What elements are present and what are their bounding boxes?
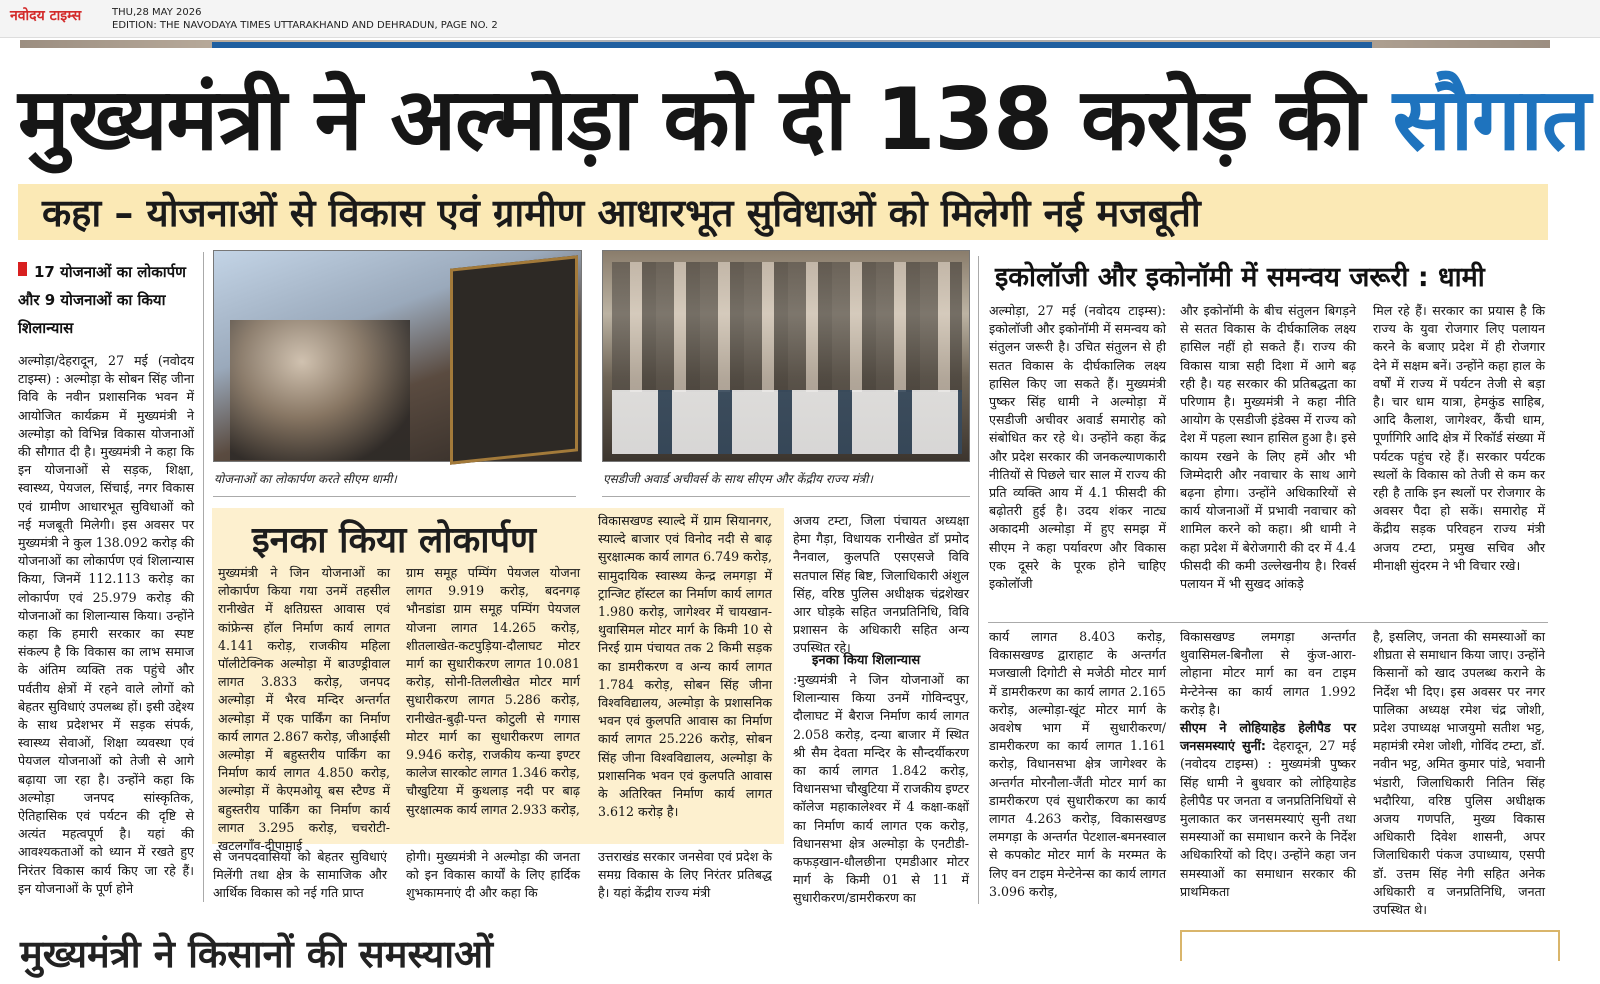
bottom-ad-box (1180, 930, 1560, 961)
sidebar-heading-text: 17 योजनाओं का लोकार्पण और 9 योजनाओं का किया शिलान्यास (18, 263, 187, 337)
edition-name: EDITION: THE NAVODAYA TIMES UTTARAKHAND AND DEHRADUN, PAGE NO. 2 (112, 20, 498, 31)
middle-col-attendees: अजय टम्टा, जिला पंचायत अध्यक्षा हेमा गैड़ा, विधायक रानीखेत डॉ प्रमोद नैनवाल, कुलपति एसएसजे विवि सतपाल सिंह बिष्ट, जिलाधिकारी अंशुल सिंह, वरिष्ठ पुलिस अधीक्षक चंद्रशेखर आर घोड़के सहित जनप्रतिनिधि, विवि प्रशासन के अधिकारी सहित अन्य उपस्थित रहे। (793, 513, 969, 656)
caption-rule-1 (213, 496, 576, 497)
lower-col-2 (1180, 628, 1356, 904)
photo-award-frames (612, 390, 962, 454)
headline-text: मुख्यमंत्री ने अल्मोड़ा को दी 138 करोड़ की (18, 70, 1393, 170)
photo-figures (230, 320, 410, 460)
blue-rule (212, 42, 1372, 48)
story-rule (988, 622, 1548, 623)
right-story-heading: इकोलॉजी और इकोनॉमी में समन्वय जरूरी : धामी (995, 262, 1485, 293)
newspaper-logo[interactable]: नवोदय टाइम्स (10, 8, 82, 24)
lokarpan-col-2: ग्राम समूह पम्पिंग पेयजल योजना लागत 9.919 करोड़, बदनगढ़ भौनडांडा ग्राम समूह पम्पिंग पेयजल योजना लागत 14.265 करोड़, शीतलाखेत-कटपुड़िया-दौलाघट मोटर मार्ग का सुधारीकरण लागत 10.081 करोड़, सोनी-तिललीखेत मोटर मार्ग सुधारीकरण लागत 5.286 करोड़, रानीखेत-बुढ़ी-पन्त कोटुली से गगास मोटर मार्ग का सुधारीकरण लागत 9.946 करोड़, राजकीय कन्या इण्टर कालेज सारकोट लागत 1.346 करोड़, चौखुटिया में कुथलाड़ नदी पर बाढ़ सुरक्षात्मक कार्य लागत 2.933 करोड़, (406, 565, 580, 817)
lower-col-1: कार्य लागत 8.403 करोड़, विकासखण्ड द्वाराहाट के अन्तर्गत मजखाली दिगोटी से मजेठी मोटर मार्ग में डामरीकरण का कार्य लागत 2.165 करोड़, अल्मोड़ा-खूंट मोटर मार्ग के अवशेष भाग में सुधारीकरण/डामरीकरण का कार्य लागत 1.161 करोड़, विधानसभा क्षेत्र जागेश्वर के अन्तर्गत मोरनौला-जैंती मोटर मार्ग का डामरीकरण एवं सुधारीकरण का कार्य लागत 4.263 करोड़, विकासखण्ड लमगड़ा के अन्तर्गत पेटशाल-बमनस्वाल से कपकोट मोटर मार्ग के मरम्मत के लिए वन टाइम मेन्टेनेन्स का कार्य लागत 3.096 करोड़, (989, 629, 1166, 899)
lokarpan-heading: इनका किया लोकार्पण (252, 520, 537, 561)
lower-col-2-text: विकासखण्ड लमगड़ा अन्तर्गत थुवासिमल-बिनौला से कुंज-आरा-लोहाना मोटर मार्ग का वन टाइम मेन्टेनेन्स का कार्य लागत 1.992 करोड़ है। (1180, 629, 1356, 717)
lower-col-3: है, इसलिए, जनता की समस्याओं का शीघ्रता से समाधान किया जाए। उन्होंने किसानों को खाद उपलब्ध कराने के निर्देश भी दिए। इस अवसर पर नगर पालिका अध्यक्ष रमेश चंद्र जोशी, प्रदेश उपाध्यक्ष भाजयुमो सतीश भट्ट, महामंत्री रमेश जोशी, गोविंद टम्टा, डॉ. नवीन भट्ट, अमित कुमार पांडे, भवानी भंडारी, जिलाधिकारी नितिन सिंह भदौरिया, वरिष्ठ पुलिस अधीक्षक अजय गणपति, मुख्य विकास अधिकारी दिवेश शासनी, अपर जिलाधिकारी पंकज उपाध्याय, एसपी डॉ. उत्तम सिंह नेगी सहित अनेक अधिकारी व जनप्रतिनिधि, जनता उपस्थित थे। (1373, 629, 1545, 918)
below-col-3: उत्तराखंड सरकार जनसेवा एवं प्रदेश के समग्र विकास के लिए निरंतर प्रतिबद्ध है। यहां केंद्रीय राज्य मंत्री (598, 849, 772, 901)
edition-info (112, 6, 498, 32)
right-story-col-1: अल्मोड़ा, 27 मई (नवोदय टाइम्स): इकोलॉजी और इकोनॉमी में समन्वय को संतुलन जरूरी है। उचित संतुलन से ही सतत विकास के दीर्घकालिक लक्ष्य हासिल किए जा सकते हैं। मुख्यमंत्री पुष्कर सिंह धामी ने अल्मोड़ा में एसडीजी अचीवर अवार्ड समारोह को संबोधित कर रहे थे। उन्होंने कहा केंद्र और प्रदेश सरकार की जनकल्याणकारी नीतियों से पिछले चार साल में राज्य की प्रति व्यक्ति आय में 4.1 फीसदी की बढ़ोतरी हुई है। उदय शंकर नाट्य अकादमी अल्मोड़ा में हुए समझ में सीएम ने कहा पर्यावरण और विकास एक दूसरे के पूरक होने चाहिए इकोलॉजी (989, 303, 1166, 592)
masthead-bar (0, 0, 1600, 38)
below-col-1: से जनपदवासियों को बेहतर सुविधाएं मिलेंगी तथा क्षेत्र के सामाजिक और आर्थिक विकास को नई गति प्राप्त (213, 849, 387, 901)
photo-caption-1: योजनाओं का लोकार्पण करते सीएम धामी। (214, 472, 397, 486)
sidebar-body: अल्मोड़ा/देहरादून, 27 मई (नवोदय टाइम्स) : अल्मोड़ा के सोबन सिंह जीना विवि के नवीन प्रशासनिक भवन में आयोजित कार्यक्रम में मुख्यमंत्री ने अल्मोड़ा को विभिन्न विकास योजनाओं की सौगात दी है। मुख्यमंत्री ने कहा कि इन योजनाओं से सड़क, शिक्षा, स्वास्थ्य, पेयजल, सिंचाई, नगर विकास एवं ग्रामीण आधारभूत सुविधाओं को नई मजबूती मिलेगी। इस अवसर पर मुख्यमंत्री ने कुल 138.092 करोड़ की योजनाओं का लोकार्पण एवं शिलान्यास किया, जिनमें 112.113 करोड़ का लोकार्पण एवं 25.979 करोड़ की योजनाओं का शिलान्यास किया। उन्होंने कहा कि हमारी सरकार का स्पष्ट संकल्प है कि विकास का लाभ समाज के अंतिम व्यक्ति तक पहुंचे और पर्वतीय क्षेत्रों में रहने वाले लोगों को बेहतर सुविधाएं उपलब्ध हों। इसी उद्देश्य के साथ प्रदेशभर में सड़क संपर्क, स्वास्थ्य सेवाओं, शिक्षा व्यवस्था एवं पेयजल योजनाओं को तेजी से आगे बढ़ाया जा रहा है। उन्होंने कहा कि अल्मोड़ा जनपद सांस्कृतिक, ऐतिहासिक एवं पर्यटन की दृष्टि से अत्यंत महत्वपूर्ण है। यहां की आवश्यकताओं को ध्यान में रखते हुए निरंतर विकास कार्य किए जा रहे हैं। इन योजनाओं के पूर्ण होने (18, 353, 194, 896)
photo-plaque (450, 255, 578, 464)
right-story-col-2: और इकोनॉमी के बीच संतुलन बिगड़ने से सतत विकास के दीर्घकालिक लक्ष्य हासिल नहीं हो सकते हैं। राज्य की विकास यात्रा सही दिशा में आगे बढ़ रही है। यह सरकार की प्रतिबद्धता का परिणाम है। मुख्यमंत्री ने कहा नीति आयोग के एसडीजी इंडेक्स में राज्य को देश में पहला स्थान हासिल हुआ है। इसे कायम रखने के लिए हमें और भी जिम्मेदारी और नवाचार के साथ आगे बढ़ना होगा। उन्होंने अधिकारियों से कार्य योजनाओं में प्रभावी नवाचार को शामिल करने को कहा। श्री धामी ने कहा प्रदेश में बेरोजगारी की दर में 4.4 फीसदी की कमी उल्लेखनीय है। रिवर्स पलायन में भी सुखद आंकड़े (1180, 303, 1356, 592)
subheadline: कहा – योजनाओं से विकास एवं ग्रामीण आधारभूत सुविधाओं को मिलेगी नई मजबूती (42, 191, 1201, 235)
column-divider-right (978, 256, 979, 904)
right-story-col-3: मिल रहे हैं। सरकार का प्रयास है कि राज्य के युवा रोजगार लिए पलायन करने के बजाए प्रदेश में ही रोजगार देने में सक्षम बनें। उन्होंने कहा हाल के वर्षों में राज्य में पर्यटन तेजी से बड़ा है। चार धाम यात्रा, हेमकुंड साहिब, आदि कैलाश, जागेश्वर, कैंची धाम, पूर्णागिरि आदि क्षेत्र में रिकॉर्ड संख्या में पर्यटक पहुंच रहे हैं। सरकार पर्यटक स्थलों के विकास को तेजी से कम कर रही है ताकि इन स्थलों पर रोजगार के अवसर पैदा हो सकें। समारोह में केंद्रीय सड़क परिवहन राज्य मंत्री अजय टम्टा, प्रमुख सचिव और मीनाक्षी सुंदरम ने भी विचार रखे। (1373, 303, 1545, 573)
lokarpan-col-3: विकासखण्ड स्याल्दे में ग्राम सियानगर, स्याल्दे बाजार एवं विनोद नदी से बाढ़ सुरक्षात्मक कार्य लागत 6.749 करोड़, सामुदायिक स्वास्थ्य केन्द्र लमगड़ा में ट्रान्जिट हॉस्टल का निर्माण कार्य लागत 1.980 करोड़, जागेश्वर में चायखान-थुवासिमल मोटर मार्ग के किमी 10 से निरई ग्राम पंचायत तक 2 किमी सड़क का डामरीकरण व अन्य कार्य लागत 1.784 करोड़, सोबन सिंह जीना विश्वविद्यालय, अल्मोड़ा के प्रशासनिक भवन एवं कुलपति आवास का निर्माण कार्य लागत 25.226 करोड़, सोबन सिंह जीना विश्वविद्यालय, अल्मोड़ा के प्रशासनिक भवन एवं कुलपति आवास के अतिरिक्त निर्माण कार्य लागत 3.612 करोड़ है। (598, 513, 772, 820)
caption-rule-2 (602, 496, 970, 497)
lokarpan-col-1: मुख्यमंत्री ने जिन योजनाओं का लोकार्पण किया गया उनमें तहसील रानीखेत में क्षतिग्रस्त आवास एवं कांफ्रेन्स हॉल निर्माण कार्य लागत 4.141 करोड़, राजकीय महिला पॉलीटेक्निक अल्मोड़ा में बाउण्ड्रीवाल लागत 3.833 करोड़, जनपद अल्मोड़ा में भैरव मन्दिर अन्तर्गत अल्मोड़ा में एक पार्किंग का निर्माण कार्य लागत 2.867 करोड़, जीआईसी अल्मोड़ा में बहुस्तरीय पार्किंग का निर्माण कार्य लागत 4.850 करोड़, अल्मोड़ा में केएमओयू बस स्टैण्ड में बहुस्तरीय पार्किंग का निर्माण कार्य लागत 3.295 करोड़, चचरोटी-खटलगाँव-दीपामाई (218, 565, 390, 854)
photo-caption-2: एसडीजी अवार्ड अचीवर्स के साथ सीएम और केंद्रीय राज्य मंत्री। (603, 472, 873, 486)
bottom-teaser-headline: मुख्यमंत्री ने किसानों की समस्याओं (20, 932, 493, 976)
shilanyas-heading: इनका किया शिलान्यास (812, 653, 921, 668)
headline-highlight: सौगात (1392, 70, 1590, 170)
photo-crowd (612, 262, 962, 392)
edition-date: THU,28 MAY 2026 (112, 7, 202, 18)
column-divider (203, 252, 204, 902)
sidebar-heading (18, 258, 204, 342)
helipad-heading: सीएम ने लोहियाहेड हेलीपैड पर जनसमस्याएं सुनीं: (1180, 720, 1356, 754)
middle-col-shilanyas: :मुख्यमंत्री ने जिन योजनाओं का शिलान्यास किया उनमें गोविन्दपुर, दौलाघट में बैराज निर्माण कार्य लागत 2.058 करोड़, दन्या बाजार में स्थित श्री सैम देवता मन्दिर के सौन्दर्यीकरण का कार्य लागत 1.842 करोड़, विधानसभा चौखुटिया में राजकीय इण्टर कॉलेज महाकालेश्वर में 4 कक्षा-कक्षों का निर्माण कार्य लागत एक करोड़, विधानसभा क्षेत्र अल्मोड़ा के एनटीडी-कफड़खान-धौलछीना एमडीआर मोटर मार्ग के किमी 01 से 11 में सुधारीकरण/डामरीकरण का (793, 672, 969, 906)
helipad-text: देहरादून, 27 मई (नवोदय टाइम्स) : मुख्यमंत्री पुष्कर सिंह धामी ने बुधवार को लोहियाहेड हेलीपैड पर जनता व जनप्रतिनिधियों से मुलाकात कर जनसमस्याएं सुनी तथा समस्याओं का समाधान करने के निर्देश अधिकारियों को दिए। उन्होंने कहा जन समस्याओं का समाधान सरकार की प्राथमिकता (1180, 738, 1357, 899)
main-headline (18, 62, 1590, 180)
below-col-2: होगी। मुख्यमंत्री ने अल्मोड़ा की जनता को इन विकास कार्यों के लिए हार्दिक शुभकामनाएं दी और कहा कि (406, 849, 580, 901)
